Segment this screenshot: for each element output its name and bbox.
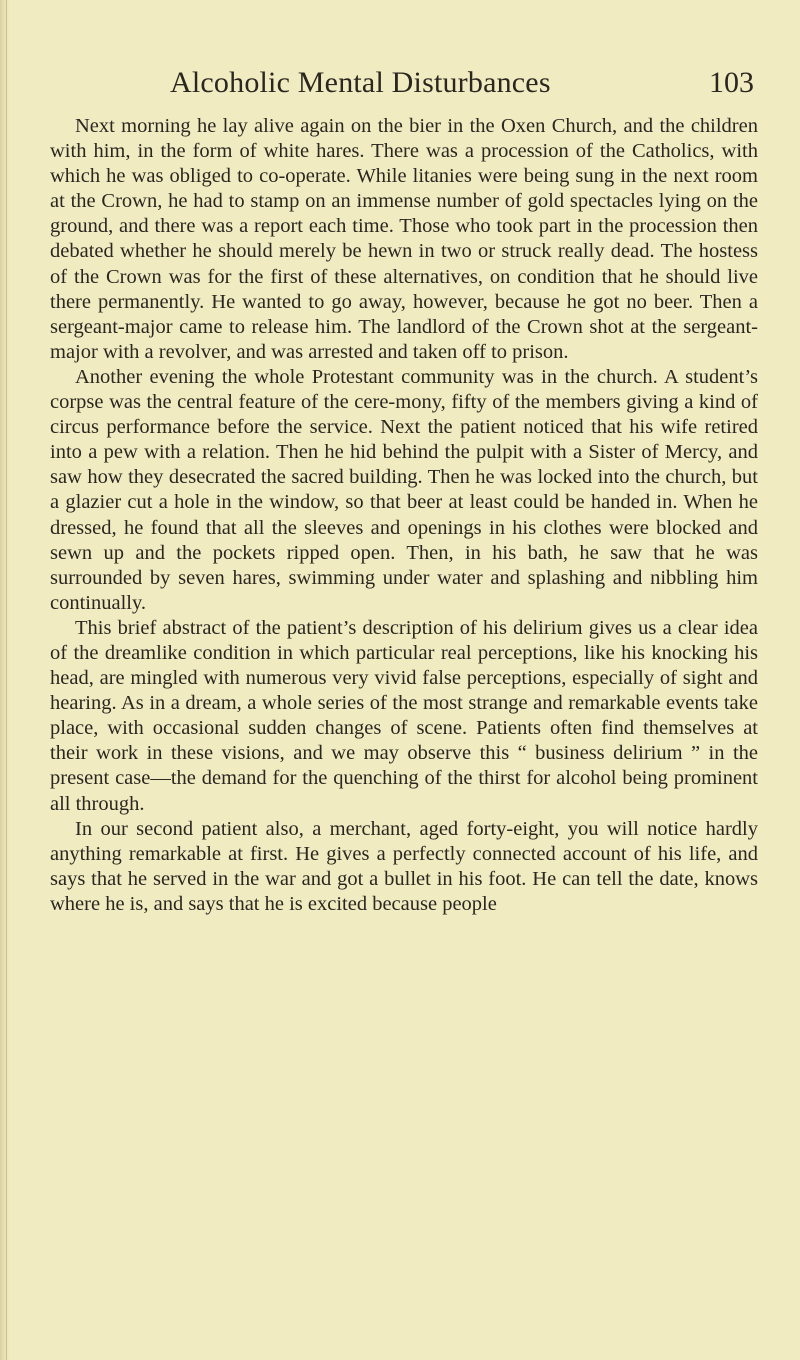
page-binding-line (6, 0, 7, 1360)
running-title: Alcoholic Mental Disturbances (170, 66, 551, 99)
page-number: 103 (709, 66, 754, 99)
paragraph-1: Next morning he lay alive again on the bier in the Oxen Church, and the children with him, in the form of white hares. There was a procession of the Catholics, with which he was obliged to co-operate. While litanies were being sung in the next room at the Crown, he had to stamp on an immense number of gold spectacles lying on the ground, and there was a report each time. Those who took part in the procession then debated whether he should merely be hewn in two or struck really dead. The hostess of the Crown was for the first of these alternatives, on condition that he should live there permanently. He wanted to go away, however, because he got no beer. Then a sergeant-major came to release him. The landlord of the Crown shot at the sergeant-major with a revolver, and was arrested and taken off to prison. (50, 115, 758, 363)
paragraph-4: In our second patient also, a merchant, aged forty-eight, you will notice hardly anything remarkable at first. He gives a perfectly connected account of his life, and says that he served in the war and got a bullet in his foot. He can tell the date, knows where he is, and says that he is excited because people (50, 817, 758, 915)
body-text (50, 114, 758, 917)
page-header (50, 66, 760, 110)
page-binding-edge (0, 0, 10, 1360)
paragraph-3: This brief abstract of the patient’s description of his delirium gives us a clear idea of the dreamlike condition in which particular real perceptions, like his knocking his head, are mingled with numerous very vivid false perceptions, especially of sight and hearing. As in a dream, a whole series of the most strange and remarkable events take place, with occasional sudden changes of scene. Patients often find themselves at their work in these visions, and we may observe this “ business delirium ” in the present case—the demand for the quenching of the thirst for alcohol being prominent all through. (50, 616, 758, 815)
paragraph-2: Another evening the whole Protestant community was in the church. A student’s corpse was the central feature of the cere-mony, fifty of the members giving a kind of circus performance before the service. Next the patient noticed that his wife retired into a pew with a relation. Then he hid behind the pulpit with a Sister of Mercy, and saw how they desecrated the sacred building. Then he was locked into the church, but a glazier cut a hole in the window, so that beer at least could be handed in. When he dressed, he found that all the sleeves and openings in his clothes were blocked and sewn up and the pockets ripped open. Then, in his bath, he saw that he was surrounded by seven hares, swimming under water and splashing and nibbling him continually. (50, 365, 758, 614)
